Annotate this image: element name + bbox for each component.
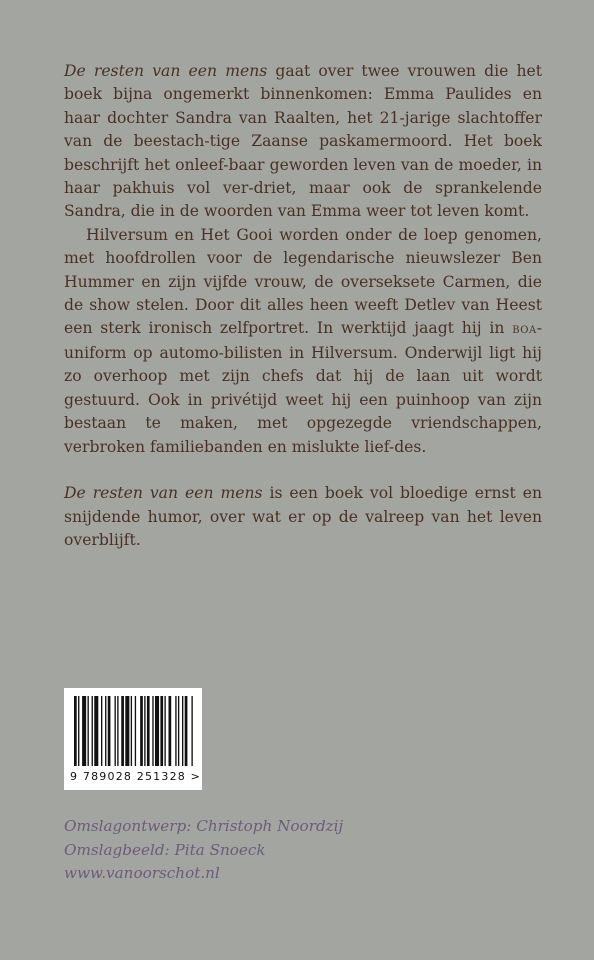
boa-smallcaps: boa (512, 321, 537, 338)
barcode-bar (160, 696, 163, 766)
barcode-bar (191, 696, 192, 766)
barcode-bar (147, 696, 150, 766)
barcode-bar (92, 696, 93, 766)
blurb-paragraph-2-text-a: Hilversum en Het Gooi worden onder de loep genomen, met hoofdrollen voor de legendarische nieuwslezer Ben Hummer en zijn vijfde vrouw, de overseksete Carmen, die de show stelen. Door dit alles heen weeft Detlev van Heest een sterk ironisch zelfportret. In werktijd jaagt hij in (64, 225, 542, 338)
barcode-bar (169, 696, 172, 766)
blurb-text (64, 60, 542, 553)
blurb-paragraph-3 (64, 482, 542, 552)
publisher-website-link[interactable]: www.vanoorschot.nl (64, 864, 220, 882)
barcode-bar (108, 696, 111, 766)
barcode-bar (135, 696, 136, 766)
barcode-bar (175, 696, 176, 766)
barcode-bar (125, 696, 129, 766)
barcode-bar (101, 696, 102, 766)
barcode-bar (131, 696, 132, 766)
barcode-bar (121, 696, 124, 766)
book-title-italic: De resten van een mens (64, 62, 268, 80)
barcode-bar (155, 696, 159, 766)
barcode-bar (152, 696, 153, 766)
barcode-bar (144, 696, 145, 766)
barcode-bar (115, 696, 116, 766)
barcode-bar (164, 696, 165, 766)
barcode-bar (78, 696, 79, 766)
barcode-bar (140, 696, 143, 766)
barcode-bar (88, 696, 89, 766)
barcode-digits: 9 789028 251328 > (70, 770, 202, 783)
barcode-bar (178, 696, 179, 766)
credits (64, 815, 464, 886)
barcode-bar (185, 696, 188, 766)
isbn-barcode (64, 688, 202, 790)
blurb-paragraph-1-text: gaat over twee vrouwen die het boek bijna ongemerkt binnenkomen: Emma Paulides en haar dochter Sandra van Raalten, het 21-jarige slachtoffer van de beestach-tige Zaanse paskamermoord. Het boek beschrijft het onleef-baar geworden leven van de moeder, in haar pakhuis vol ver-driet, maar ook de sprankelende Sandra, die in de woorden van Emma weer tot leven komt. (64, 62, 542, 221)
barcode-bar (105, 696, 106, 766)
book-title-italic-2: De resten van een mens (64, 484, 263, 503)
barcode-bar (94, 696, 98, 766)
barcode-bar (74, 696, 77, 766)
barcode-bar (82, 696, 86, 766)
barcode-bar (182, 696, 183, 766)
blurb-paragraph-3-text: is een boek vol bloedige ernst en snijdende humor, over wat er op de valreep van het leven overblijft. (64, 484, 542, 550)
cover-design-credit: Omslagontwerp: Christoph Noordzij (64, 817, 344, 835)
barcode-bar (117, 696, 118, 766)
blurb-paragraph-1 (64, 60, 542, 224)
cover-image-credit: Omslagbeeld: Pita Snoeck (64, 840, 266, 859)
blurb-paragraph-2-text-b: -uniform op automo-bilisten in Hilversum. Onderwijl ligt hij zo overhoop met zijn chefs dat hij de laan uit wordt gestuurd. Ook in privétijd weet hij een puinhoop van zijn bestaan te maken, met opgezegde vriendschappen, verbroken familiebanden en mislukte lief-des. (64, 319, 542, 456)
blurb-paragraph-2 (64, 224, 542, 459)
